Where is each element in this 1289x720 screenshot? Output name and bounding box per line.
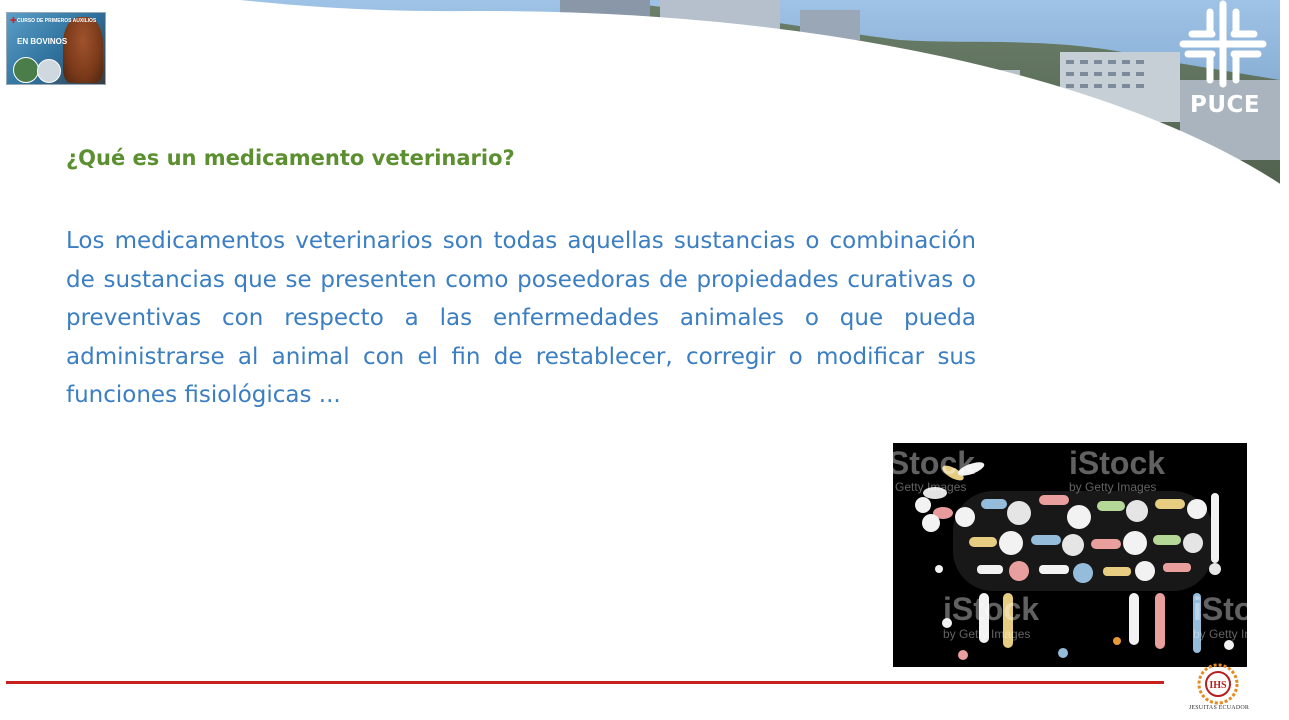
jesuit-seal-icon — [1186, 662, 1250, 704]
watermark-brand: iStock — [1193, 591, 1289, 627]
watermark-brand: iStock — [1069, 445, 1166, 481]
slide-body-text: Los medicamentos veterinarios son todas aquellas sustancias o combinación de sustancias que se presenten como poseedoras de propiedades curativas o preventivas con respecto a las enfermedades animales o que pueda administrarse al animal con el fin de restablecer, corregir o modificar sus funciones fisiológicas ... — [66, 228, 976, 408]
puce-logo-text: PUCE — [1190, 92, 1261, 118]
course-logo-line2: EN BOVINOS — [17, 37, 68, 46]
watermark-sub: by Getty Images — [1069, 480, 1157, 494]
cow-made-of-pills-image — [879, 443, 1289, 667]
footer-divider — [6, 681, 1164, 684]
course-logo-line1: CURSO DE PRIMEROS AUXILIOS — [17, 18, 97, 24]
cow-photo — [63, 17, 103, 83]
watermark-sub: by Getty Images — [1193, 627, 1281, 641]
jesuit-seal-text: IHS — [1209, 680, 1227, 691]
watermark-sub: by Getty Images — [943, 627, 1031, 641]
header-banner-image — [0, 0, 1280, 200]
watermark-sub: by Getty Images — [879, 480, 967, 494]
watermark-brand: iStock — [879, 445, 976, 481]
jesuit-org-text: JESUITAS ECUADOR — [1188, 705, 1250, 711]
course-logo — [7, 13, 105, 84]
slide-title: ¿Qué es un medicamento veterinario? — [66, 146, 515, 170]
watermark-brand: iStock — [943, 591, 1040, 627]
course-logo-photo-circle — [37, 59, 61, 83]
course-logo-photo-circle — [13, 57, 39, 83]
red-cross-icon: ✚ — [10, 16, 17, 25]
